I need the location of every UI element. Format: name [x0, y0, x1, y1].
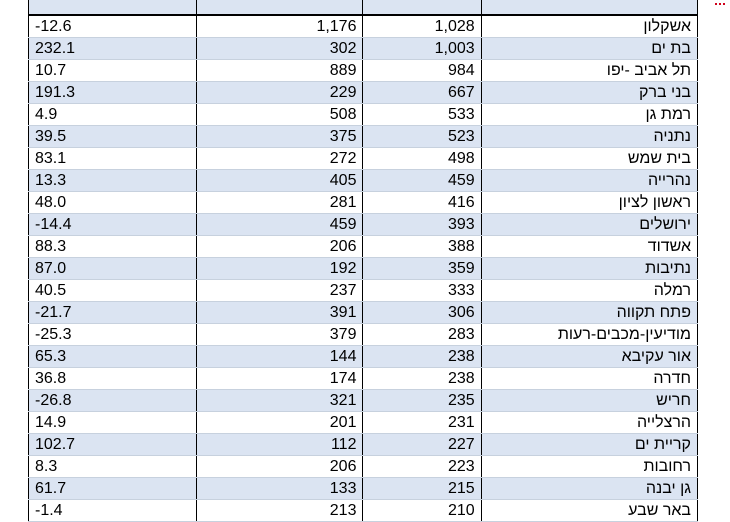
- table-row: [29, 15, 698, 38]
- value-a-cell: 667: [363, 82, 481, 104]
- change-cell: 83.1: [29, 148, 197, 170]
- change-cell: 14.9: [29, 412, 197, 434]
- value-b-cell: 229: [197, 82, 363, 104]
- change-cell: -12.6: [29, 15, 197, 38]
- table-row: [29, 302, 698, 324]
- value-a-cell: 359: [363, 258, 481, 280]
- value-b-cell: 302: [197, 38, 363, 60]
- change-cell: 10.7: [29, 60, 197, 82]
- table-row: [29, 258, 698, 280]
- value-a-cell: 498: [363, 148, 481, 170]
- city-cell: ראשון לציון: [481, 192, 697, 214]
- table-row: [29, 368, 698, 390]
- city-cell: אור עקיבא: [481, 346, 697, 368]
- city-cell: מודיעין-מכבים-רעות: [481, 324, 697, 346]
- value-a-cell: 306: [363, 302, 481, 324]
- value-b-cell: 375: [197, 126, 363, 148]
- value-a-cell: 523: [363, 126, 481, 148]
- change-cell: 48.0: [29, 192, 197, 214]
- value-a-cell: 283: [363, 324, 481, 346]
- city-cell: נתניה: [481, 126, 697, 148]
- city-cell: קריית ים: [481, 434, 697, 456]
- table-row: [29, 214, 698, 236]
- table-row: [29, 500, 698, 522]
- value-b-cell: 192: [197, 258, 363, 280]
- value-a-cell: 227: [363, 434, 481, 456]
- table-row: [29, 0, 698, 15]
- table-row: [29, 412, 698, 434]
- value-a-cell: 393: [363, 214, 481, 236]
- table-row: [29, 148, 698, 170]
- city-cell: באר שבע: [481, 500, 697, 522]
- table-row: [29, 38, 698, 60]
- city-cell: [481, 0, 697, 15]
- table-row: [29, 478, 698, 500]
- value-b-cell: 206: [197, 456, 363, 478]
- city-cell: אשדוד: [481, 236, 697, 258]
- value-b-cell: [197, 0, 363, 15]
- table-row: [29, 456, 698, 478]
- change-cell: -14.4: [29, 214, 197, 236]
- change-cell: 232.1: [29, 38, 197, 60]
- change-cell: 13.3: [29, 170, 197, 192]
- change-cell: 88.3: [29, 236, 197, 258]
- value-b-cell: 201: [197, 412, 363, 434]
- city-cell: פתח תקווה: [481, 302, 697, 324]
- value-a-cell: 238: [363, 346, 481, 368]
- table-row: [29, 82, 698, 104]
- value-b-cell: 174: [197, 368, 363, 390]
- value-b-cell: 281: [197, 192, 363, 214]
- value-a-cell: 459: [363, 170, 481, 192]
- change-cell: 102.7: [29, 434, 197, 456]
- data-table: [28, 0, 698, 522]
- table-row: [29, 346, 698, 368]
- value-b-cell: 379: [197, 324, 363, 346]
- value-b-cell: 321: [197, 390, 363, 412]
- change-cell: 39.5: [29, 126, 197, 148]
- city-cell: רמלה: [481, 280, 697, 302]
- city-cell: נתיבות: [481, 258, 697, 280]
- table-row: [29, 280, 698, 302]
- change-cell: 4.9: [29, 104, 197, 126]
- value-a-cell: 533: [363, 104, 481, 126]
- value-a-cell: 235: [363, 390, 481, 412]
- city-cell: רחובות: [481, 456, 697, 478]
- change-cell: 65.3: [29, 346, 197, 368]
- value-b-cell: 1,176: [197, 15, 363, 38]
- table-row: [29, 434, 698, 456]
- city-cell: חדרה: [481, 368, 697, 390]
- value-b-cell: 391: [197, 302, 363, 324]
- value-a-cell: 1,028: [363, 15, 481, 38]
- value-b-cell: 405: [197, 170, 363, 192]
- value-b-cell: 206: [197, 236, 363, 258]
- value-a-cell: 1,003: [363, 38, 481, 60]
- change-cell: -25.3: [29, 324, 197, 346]
- change-cell: 61.7: [29, 478, 197, 500]
- value-a-cell: 215: [363, 478, 481, 500]
- city-cell: ירושלים: [481, 214, 697, 236]
- red-dotted-mark: [715, 0, 725, 5]
- city-cell: גן יבנה: [481, 478, 697, 500]
- table-row: [29, 60, 698, 82]
- change-cell: 8.3: [29, 456, 197, 478]
- value-a-cell: [363, 0, 481, 15]
- table-row: [29, 104, 698, 126]
- value-b-cell: 237: [197, 280, 363, 302]
- table-body: [29, 0, 698, 522]
- change-cell: -21.7: [29, 302, 197, 324]
- change-cell: 191.3: [29, 82, 197, 104]
- value-b-cell: 144: [197, 346, 363, 368]
- value-b-cell: 213: [197, 500, 363, 522]
- change-cell: -1.4: [29, 500, 197, 522]
- value-a-cell: 238: [363, 368, 481, 390]
- value-a-cell: 223: [363, 456, 481, 478]
- change-cell: 36.8: [29, 368, 197, 390]
- value-a-cell: 388: [363, 236, 481, 258]
- table-row: [29, 170, 698, 192]
- value-b-cell: 272: [197, 148, 363, 170]
- change-cell: 87.0: [29, 258, 197, 280]
- change-cell: -26.8: [29, 390, 197, 412]
- city-cell: חריש: [481, 390, 697, 412]
- city-cell: בית שמש: [481, 148, 697, 170]
- city-cell: בני ברק: [481, 82, 697, 104]
- value-a-cell: 210: [363, 500, 481, 522]
- value-b-cell: 508: [197, 104, 363, 126]
- table-row: [29, 324, 698, 346]
- city-cell: בת ים: [481, 38, 697, 60]
- change-cell: [29, 0, 197, 15]
- change-cell: 40.5: [29, 280, 197, 302]
- value-b-cell: 133: [197, 478, 363, 500]
- value-b-cell: 459: [197, 214, 363, 236]
- city-cell: הרצלייה: [481, 412, 697, 434]
- table-row: [29, 192, 698, 214]
- table-row: [29, 236, 698, 258]
- value-a-cell: 984: [363, 60, 481, 82]
- value-b-cell: 112: [197, 434, 363, 456]
- city-cell: תל אביב -יפו: [481, 60, 697, 82]
- city-cell: נהרייה: [481, 170, 697, 192]
- value-b-cell: 889: [197, 60, 363, 82]
- table-row: [29, 390, 698, 412]
- table-row: [29, 126, 698, 148]
- value-a-cell: 231: [363, 412, 481, 434]
- value-a-cell: 416: [363, 192, 481, 214]
- value-a-cell: 333: [363, 280, 481, 302]
- city-cell: אשקלון: [481, 15, 697, 38]
- city-cell: רמת גן: [481, 104, 697, 126]
